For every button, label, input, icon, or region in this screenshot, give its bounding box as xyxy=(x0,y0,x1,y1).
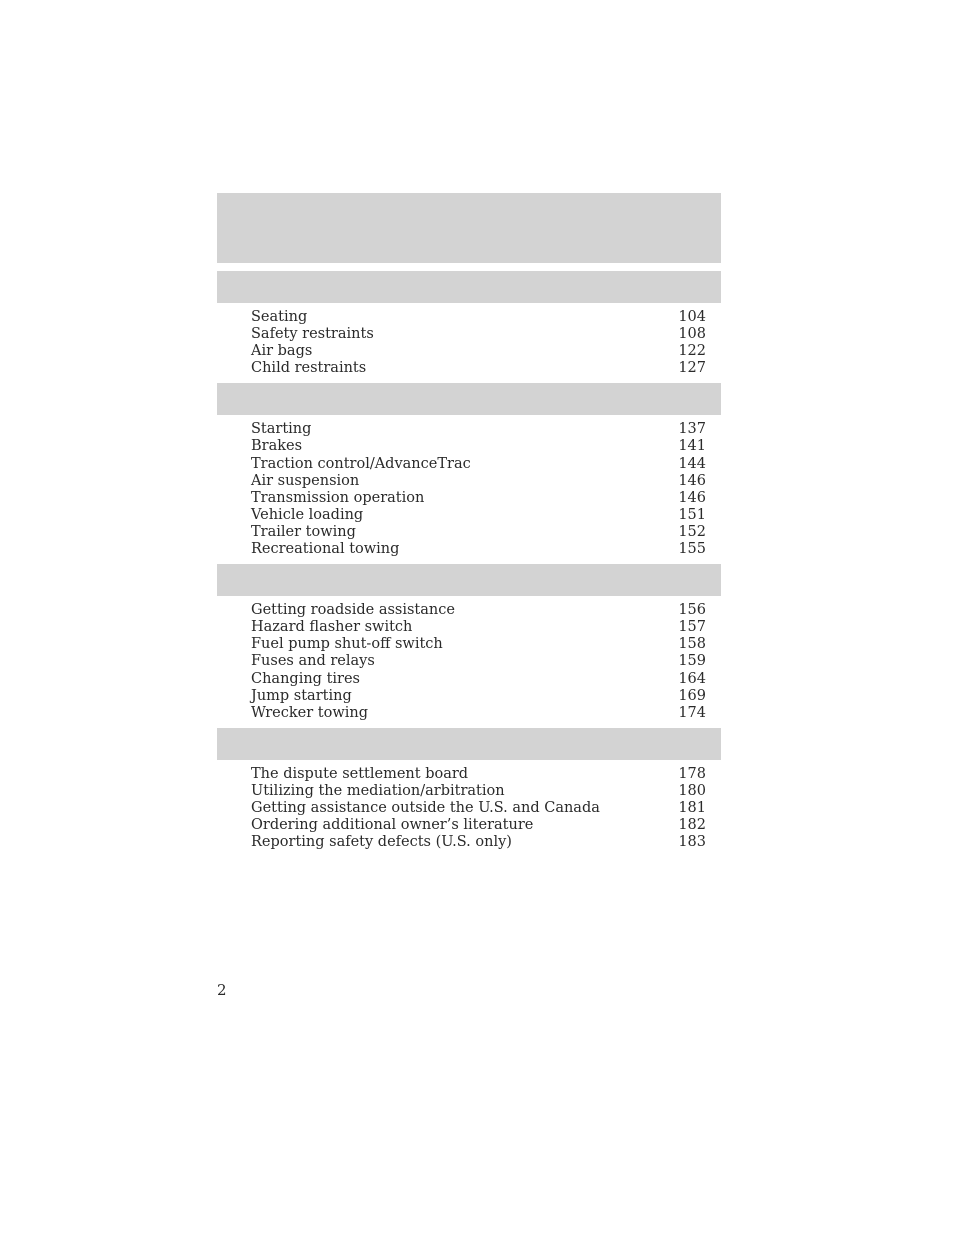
toc-entry[interactable] xyxy=(251,343,706,360)
toc-entry[interactable] xyxy=(251,438,706,455)
section-entry-list xyxy=(217,303,721,383)
section-header-band xyxy=(217,383,721,415)
section-entry-list xyxy=(217,415,721,564)
toc-entry-label: Jump starting xyxy=(251,687,352,704)
toc-entry-page: 159 xyxy=(678,653,706,670)
toc-entry[interactable] xyxy=(251,473,706,490)
table-of-contents xyxy=(217,193,721,857)
toc-entry[interactable] xyxy=(251,800,706,817)
section-header-band xyxy=(217,564,721,596)
toc-entry[interactable] xyxy=(251,619,706,636)
toc-entry-label: Ordering additional owner’s literature xyxy=(251,817,534,834)
toc-entry[interactable] xyxy=(251,636,706,653)
toc-entry-label: Air bags xyxy=(251,343,313,360)
toc-entry-page: 152 xyxy=(678,523,706,540)
toc-entry-label: Child restraints xyxy=(251,360,367,377)
toc-entry-page: 144 xyxy=(678,455,706,472)
toc-entry-page: 183 xyxy=(678,834,706,851)
toc-entry-label: Wrecker towing xyxy=(251,704,369,721)
toc-entry-page: 169 xyxy=(678,687,706,704)
toc-entry-page: 137 xyxy=(678,421,706,438)
section-entry-list xyxy=(217,760,721,857)
toc-entry-label: Air suspension xyxy=(251,472,360,489)
toc-entry[interactable] xyxy=(251,766,706,783)
toc-entry-label: Reporting safety defects (U.S. only) xyxy=(251,834,512,851)
toc-entry-label: Starting xyxy=(251,421,312,438)
toc-entry-page: 127 xyxy=(678,360,706,377)
toc-header-band xyxy=(217,193,721,263)
toc-entry-label: Getting roadside assistance xyxy=(251,602,455,619)
toc-entry[interactable] xyxy=(251,817,706,834)
toc-entry-label: Getting assistance outside the U.S. and Canada xyxy=(251,799,600,816)
toc-entry[interactable] xyxy=(251,705,706,722)
toc-entry[interactable] xyxy=(251,834,706,851)
toc-entry-page: 155 xyxy=(678,541,706,558)
toc-entry-page: 146 xyxy=(678,489,706,506)
toc-entry-page: 158 xyxy=(678,636,706,653)
toc-entry-label: Utilizing the mediation/arbitration xyxy=(251,782,505,799)
toc-entry-label: The dispute settlement board xyxy=(251,765,469,782)
toc-entry-page: 108 xyxy=(678,326,706,343)
toc-entry-page: 181 xyxy=(678,799,706,816)
toc-entry-page: 180 xyxy=(678,782,706,799)
toc-entry-label: Fuses and relays xyxy=(251,653,375,670)
toc-entry-page: 122 xyxy=(678,343,706,360)
toc-entry[interactable] xyxy=(251,507,706,524)
toc-entry-label: Trailer towing xyxy=(251,523,356,540)
toc-entry[interactable] xyxy=(251,326,706,343)
page-number: 2 xyxy=(217,981,227,999)
toc-entry[interactable] xyxy=(251,783,706,800)
toc-entry-page: 182 xyxy=(678,817,706,834)
section-header-band xyxy=(217,271,721,303)
toc-entry-page: 178 xyxy=(678,765,706,782)
toc-entry[interactable] xyxy=(251,456,706,473)
toc-entry[interactable] xyxy=(251,490,706,507)
toc-entry-label: Recreational towing xyxy=(251,541,400,558)
toc-entry-label: Vehicle loading xyxy=(251,506,364,523)
toc-entry[interactable] xyxy=(251,421,706,438)
toc-entry-page: 151 xyxy=(678,506,706,523)
toc-entry-label: Seating xyxy=(251,309,308,325)
toc-entry-page: 104 xyxy=(678,309,706,325)
toc-entry-label: Hazard flasher switch xyxy=(251,619,413,636)
toc-entry-label: Brakes xyxy=(251,438,303,455)
toc-entry[interactable] xyxy=(251,541,706,558)
toc-entry-label: Safety restraints xyxy=(251,326,374,343)
toc-entry-page: 156 xyxy=(678,602,706,619)
toc-entry-label: Fuel pump shut-off switch xyxy=(251,636,443,653)
toc-entry-label: Traction control/AdvanceTrac xyxy=(251,455,471,472)
toc-sections xyxy=(217,271,721,857)
toc-entry-page: 174 xyxy=(678,704,706,721)
toc-entry-page: 141 xyxy=(678,438,706,455)
toc-entry-page: 164 xyxy=(678,670,706,687)
toc-entry-page: 157 xyxy=(678,619,706,636)
toc-entry[interactable] xyxy=(251,309,706,326)
toc-entry-page: 146 xyxy=(678,472,706,489)
toc-entry[interactable] xyxy=(251,360,706,377)
toc-entry[interactable] xyxy=(251,671,706,688)
toc-entry[interactable] xyxy=(251,653,706,670)
toc-entry[interactable] xyxy=(251,524,706,541)
toc-entry[interactable] xyxy=(251,602,706,619)
toc-entry-label: Transmission operation xyxy=(251,489,425,506)
section-entry-list xyxy=(217,596,721,728)
toc-entry-label: Changing tires xyxy=(251,670,360,687)
toc-entry[interactable] xyxy=(251,688,706,705)
section-header-band xyxy=(217,728,721,760)
